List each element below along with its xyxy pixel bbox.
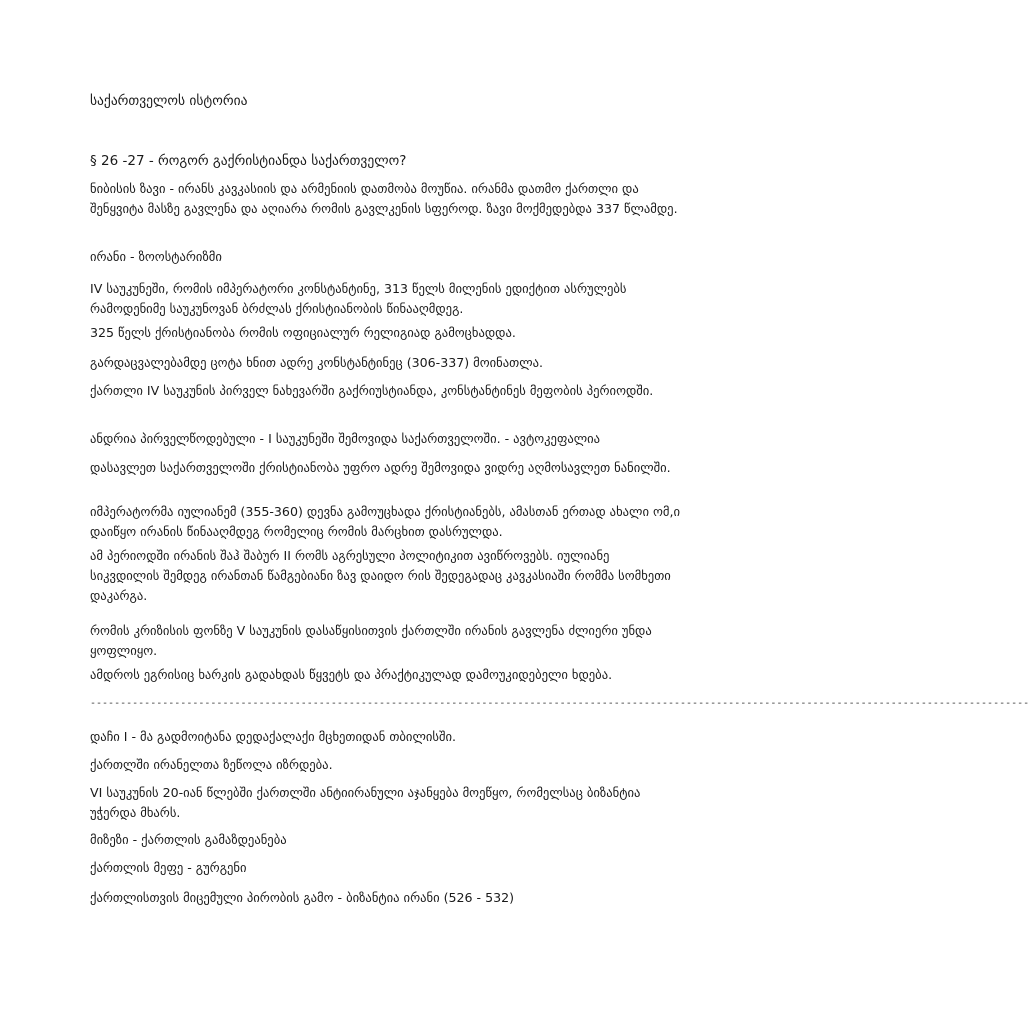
paragraph: გარდაცვალებამდე ცოტა ხნით ადრე კონსტანტინეც (306-337) მოინათლა. [90, 355, 544, 370]
paragraph: ანდრია პირველწოდებული - I საუკუნეში შემოვიდა საქართველოში. - ავტოკეფალია [90, 431, 601, 446]
paragraph: ნიბისის ზავი - ირანს კავკასიის და არმენიის დათმობა მოუწია. ირანმა დათმო ქართლი და შენყვიტა მასზე გავლენა და აღიარა რომის გავლკენის სფეროდ. ზავი მოქმედებდა 337 წლამდე. [90, 181, 678, 216]
paragraph: დაჩი I - მა გადმოიტანა დედაქალაქი მცხეთიდან თბილისში. [90, 729, 456, 744]
paragraph: რომის კრიზისის ფონზე V საუკუნის დასაწყისითვის ქართლში ირანის გავლენა ძლიერი უნდა ყოფლიყო. [90, 623, 652, 658]
paragraph: ამ პერიოდში ირანის შაჰ შაბურ II რომს აგრესული პოლიტიკით ავიწროვებს. იულიანე სიკვდილის შემდეგ ირანთან წამგებიანი ზავ დაიდო რის შედეგადაც კავკასიაში რომმა სომხეთი დაკარგა. [90, 548, 671, 603]
section-divider: ------------------------------------------------------------------------------------------------------------------------------------------------------------ [90, 698, 1029, 709]
section-heading: § 26 -27 - როგორ გაქრისტიანდა საქართველო? [90, 153, 407, 169]
paragraph: მიზეზი - ქართლის გამაზდეანება [90, 832, 287, 847]
paragraph: დასავლეთ საქართველოში ქრისტიანობა უფრო ადრე შემოვიდა ვიდრე აღმოსავლეთ ნანილში. [90, 460, 671, 475]
paragraph: იმპერატორმა იულიანემ (355-360) დევნა გამოუცხადა ქრისტიანებს, ამასთან ერთად ახალი ომ,ი დაიწყო ირანის წინააღმდეგ რომელიც რომის მარცხით დასრულდა. [90, 504, 680, 539]
paragraph: ქართლში ირანელთა ზეწოლა იზრდება. [90, 757, 333, 772]
paragraph: ქართლისთვის მიცემული პირობის გამო - ბიზანტია ირანი (526 - 532) [90, 890, 515, 905]
paragraph: ქართლი IV საუკუნის პირველ ნახევარში გაქრიუსტიანდა, კონსტანტინეს მეფობის პერიოდში. [90, 383, 654, 398]
paragraph: 325 წელს ქრისტიანობა რომის ოფიციალურ რელიგიად გამოცხადდა. [90, 325, 516, 340]
paragraph: ქართლის მეფე - გურგენი [90, 860, 247, 875]
paragraph: VI საუკუნის 20-იან წლებში ქართლში ანტიირანული აჯანყება მოეწყო, რომელსაც ბიზანტია უჭერდა მხარს. [90, 785, 641, 820]
paragraph: IV საუკუნეში, რომის იმპერატორი კონსტანტინე, 313 წელს მილენის ედიქტით ასრულებს რამოდენიმე საუკუნოვან ბრძლას ქრისტიანობის წინააღმდეგ. [90, 281, 627, 316]
paragraph: ამდროს ეგრისიც ხარკის გადახდას წყვეტს და პრაქტიკულად დამოუკიდებელი ხდება. [90, 667, 613, 682]
document-title: საქართველოს ისტორია [90, 93, 248, 109]
paragraph: ირანი - ზოოსტარიზმი [90, 249, 222, 264]
